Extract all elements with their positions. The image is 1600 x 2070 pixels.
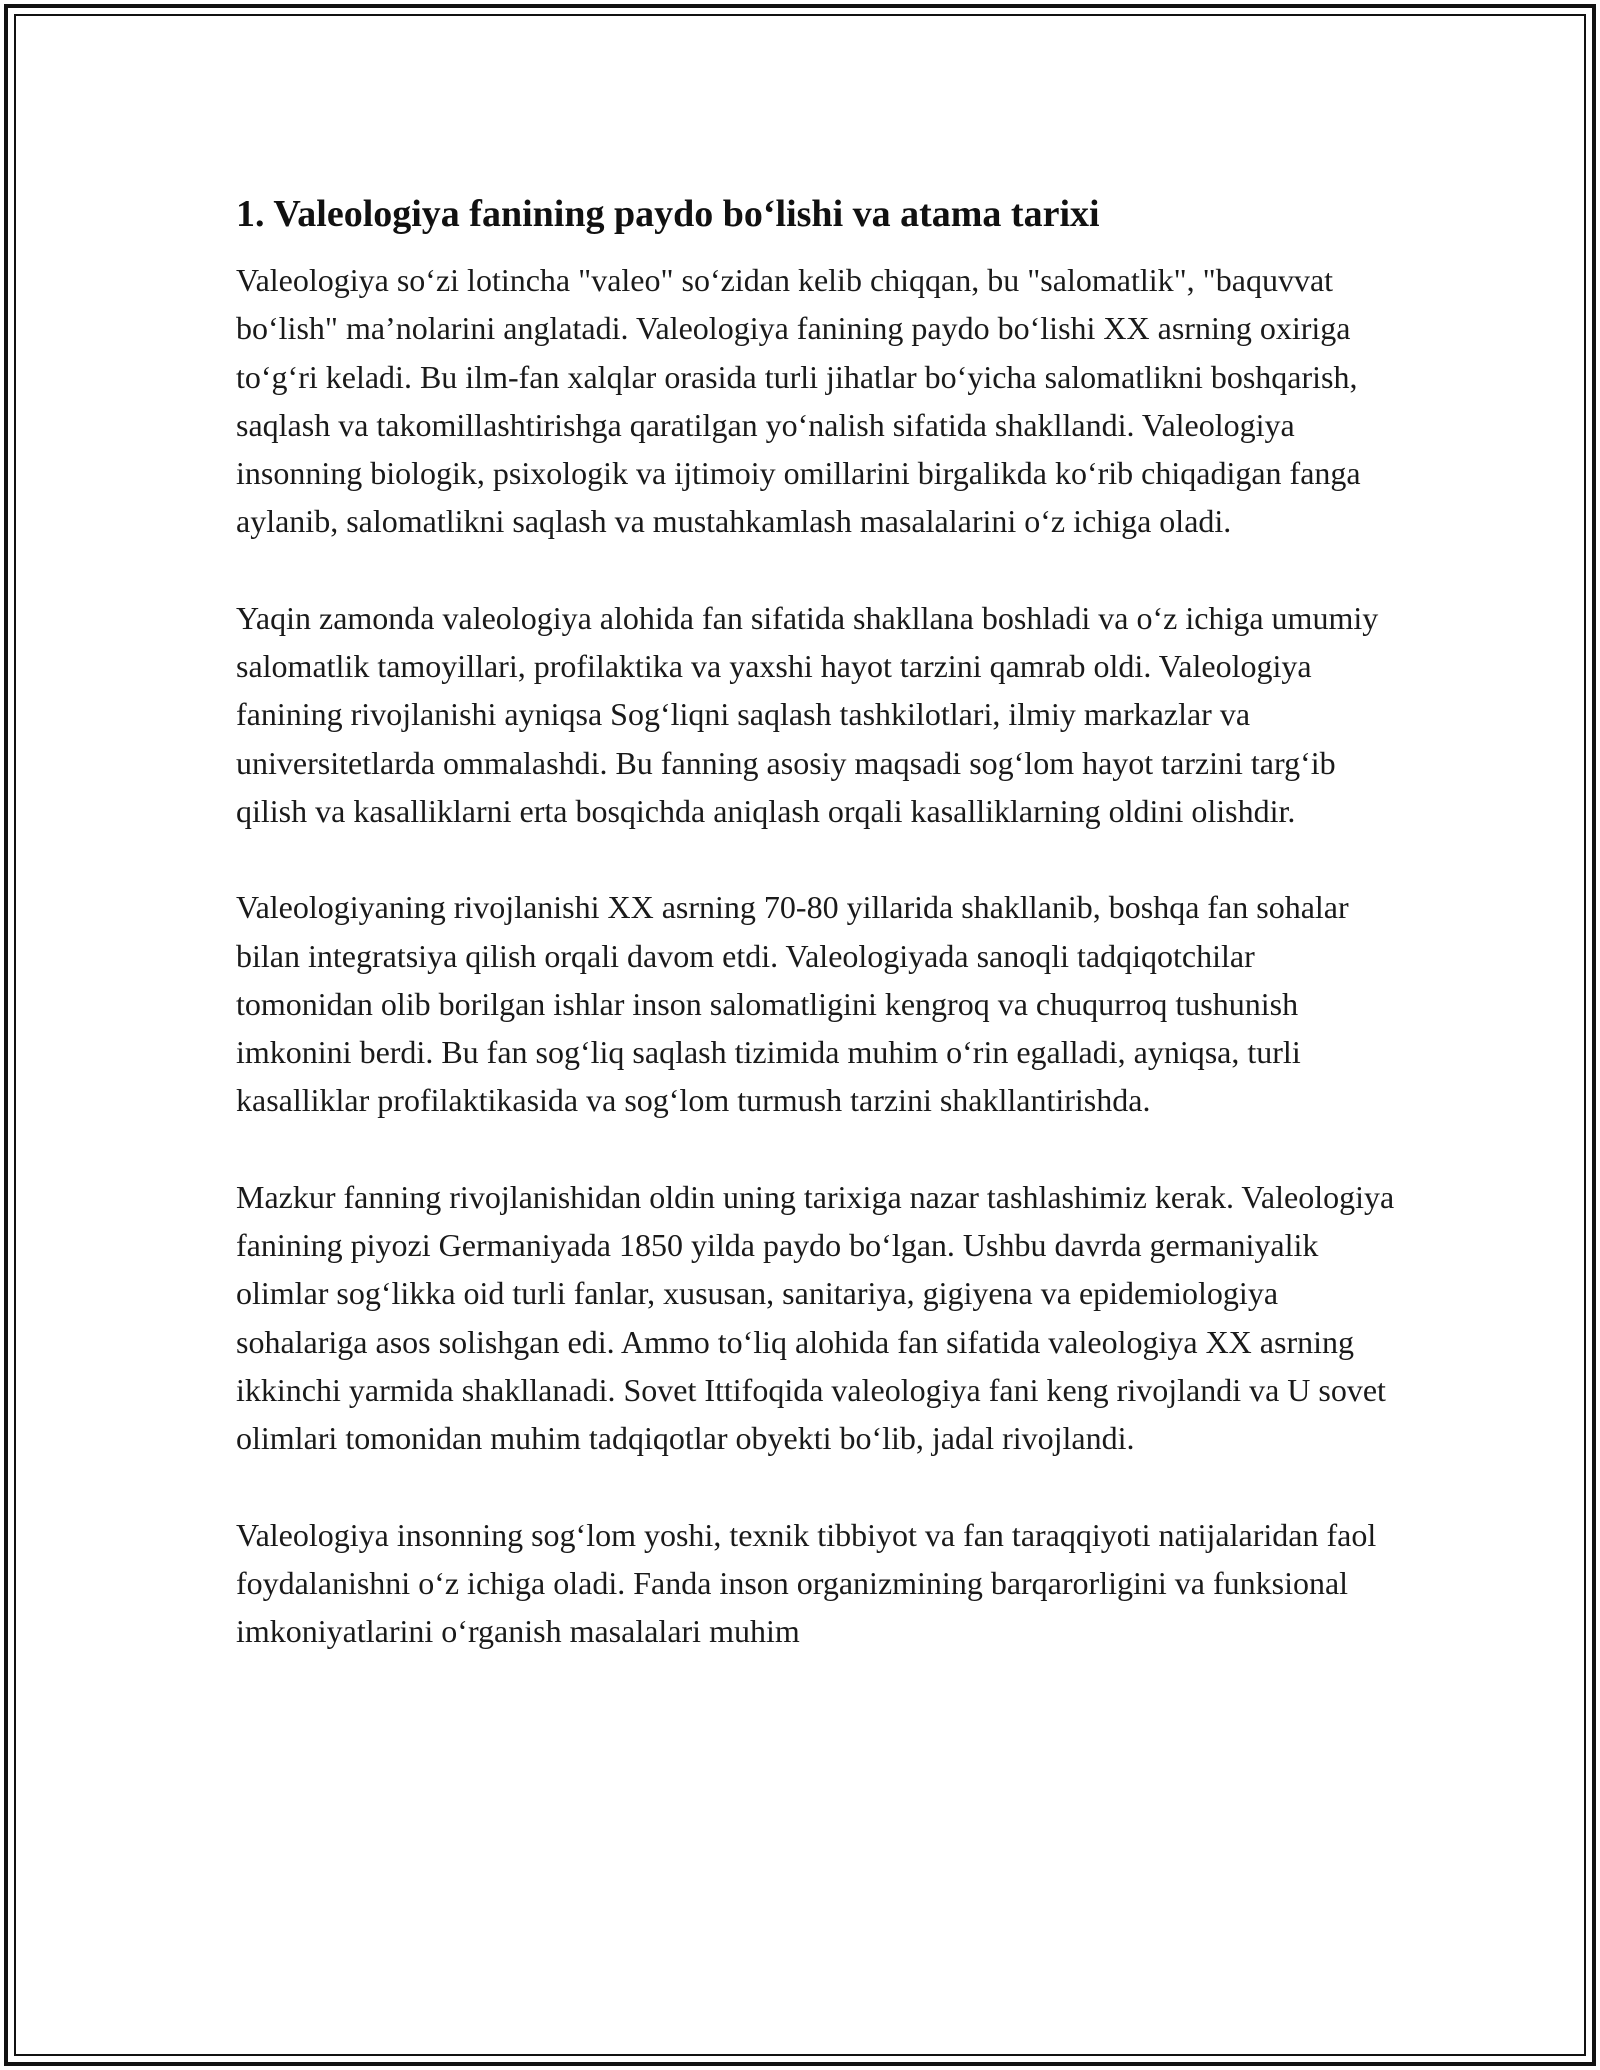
document-body <box>236 186 1396 1703</box>
paragraph-3: Valeologiyaning rivojlanishi XX asrning 70-80 yillarida shakllanib, boshqa fan sohalar bilan integratsiya qilish orqali davom etdi. Valeologiyada sanoqli tadqiqotchilar tomonidan olib borilgan ishlar inson salomatligini kengroq va chuqurroq tushunish imkonini berdi. Bu fan sog‘liq saqlash tizimida muhim o‘rin egalladi, ayniqsa, turli kasalliklar profilaktikasida va sog‘lom turmush tarzini shakllantirishda. <box>236 889 1349 1119</box>
paragraph-5: Valeologiya insonning sog‘lom yoshi, texnik tibbiyot va fan taraqqiyoti natijalaridan faol foydalanishni o‘z ichiga oladi. Fanda inson organizmining barqarorligini va funksional imkoniyatlarini o‘rganish masalalari muhim <box>236 1516 1377 1650</box>
paragraph-1: Valeologiya so‘zi lotincha "valeo" so‘zidan kelib chiqqan, bu "salomatlik", "baquvvat bo‘lish" ma’nolarini anglatadi. Valeologiya fanining paydo bo‘lishi XX asrning oxiriga to‘g‘ri keladi. Bu ilm-fan xalqlar orasida turli jihatlar bo‘yicha salomatlikni boshqarish, saqlash va takomillashtirishga qaratilgan yo‘nalish sifatida shakllandi. Valeologiya insonning biologik, psixologik va ijtimoiy omillarini birgalikda ko‘rib chiqadigan fanga aylanib, salomatlikni saqlash va mustahkamlash masalalarini o‘z ichiga oladi. <box>236 262 1361 540</box>
section-heading: 1. Valeologiya fanining paydo bo‘lishi va atama tarixi <box>236 193 1100 235</box>
paragraph-2: Yaqin zamonda valeologiya alohida fan sifatida shakllana boshladi va o‘z ichiga umumiy salomatlik tamoyillari, profilaktika va yaxshi hayot tarzini qamrab oldi. Valeologiya fanining rivojlanishi ayniqsa Sog‘liqni saqlash tashkilotlari, ilmiy markazlar va universitetlarda ommalashdi. Bu fanning asosiy maqsadi sog‘lom hayot tarzini targ‘ib qilish va kasalliklarni erta bosqichda aniqlash orqali kasalliklarning oldini olishdir. <box>236 599 1379 829</box>
paragraph-4: Mazkur fanning rivojlanishidan oldin uning tarixiga nazar tashlashimiz kerak. Valeologiya fanining piyozi Germaniyada 1850 yilda paydo bo‘lgan. Ushbu davrda germaniyalik olimlar sog‘likka oid turli fanlar, xususan, sanitariya, gigiyena va epidemiologiya sohalariga asos solishgan edi. Ammo to‘liq alohida fan sifatida valeologiya XX asrning ikkinchi yarmida shakllanadi. Sovet Ittifoqida valeologiya fani keng rivojlandi va U sovet olimlari tomonidan muhim tadqiqotlar obyekti bo‘lib, jadal rivojlandi. <box>236 1178 1395 1457</box>
